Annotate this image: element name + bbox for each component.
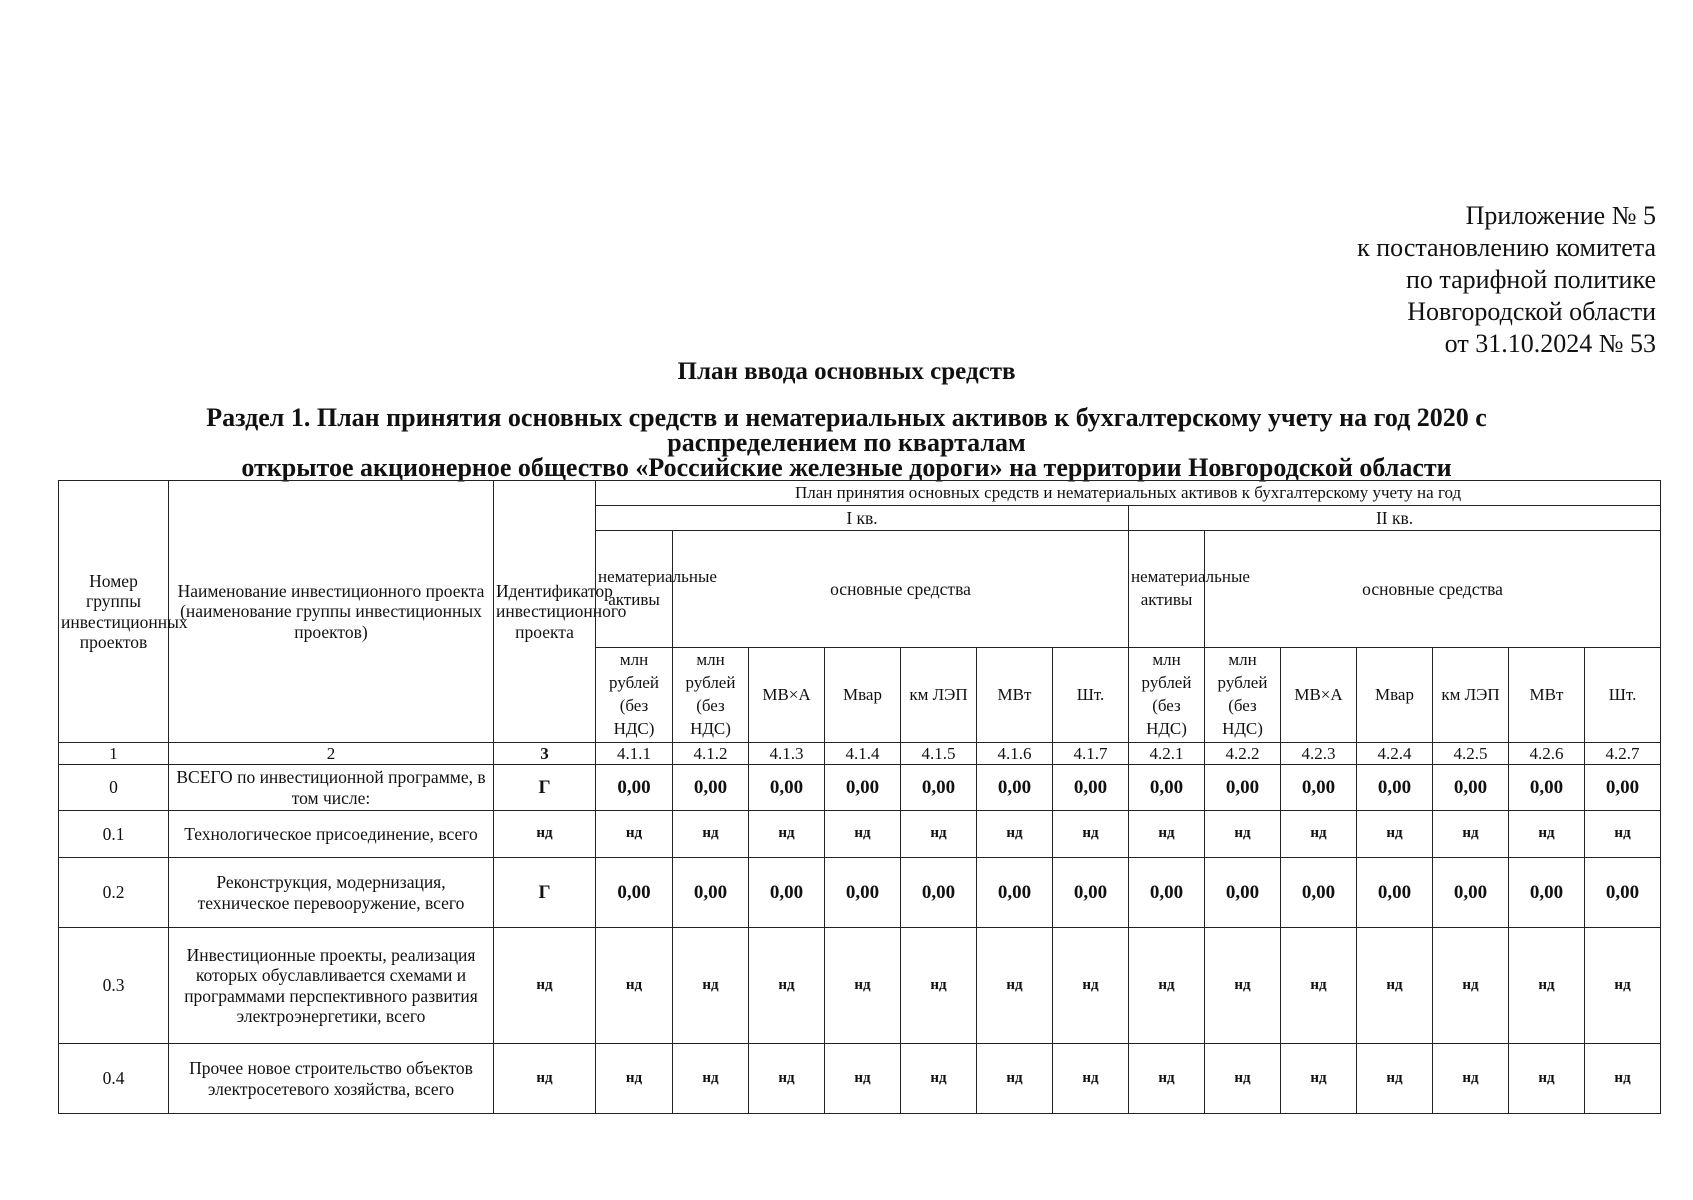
value-cell: 0,00: [901, 858, 977, 928]
column-number: 4.2.5: [1433, 743, 1509, 765]
value-cell: 0,00: [1509, 858, 1585, 928]
header-project-id: Идентификатор инвестиционного проекта: [494, 481, 596, 743]
value-cell: нд: [825, 811, 901, 858]
value-cell: нд: [1205, 928, 1281, 1044]
value-cell: нд: [1053, 811, 1129, 858]
value-cell: нд: [1509, 1044, 1585, 1114]
value-cell: 0,00: [1585, 858, 1661, 928]
value-cell: нд: [1357, 811, 1433, 858]
section-title-line: Раздел 1. План принятия основных средств и нематериальных активов к бухгалтерскому учету на год 2020 с: [206, 403, 1487, 432]
appendix-line: по тарифной политике: [1406, 265, 1656, 294]
unit-cell: млн рублей (без НДС): [596, 648, 673, 743]
project-name-cell: Технологическое присоединение, всего: [169, 811, 494, 858]
header-q1-fixed: основные средства: [673, 531, 1129, 648]
value-cell: 0,00: [977, 765, 1053, 811]
unit-cell: км ЛЭП: [1433, 648, 1509, 743]
column-number: 4.1.5: [901, 743, 977, 765]
value-cell: нд: [1585, 811, 1661, 858]
column-number: 4.1.6: [977, 743, 1053, 765]
value-cell: 0,00: [1053, 765, 1129, 811]
project-id-cell: нд: [494, 811, 596, 858]
value-cell: нд: [673, 811, 749, 858]
unit-cell: МВ×А: [1281, 648, 1357, 743]
appendix-line: Приложение № 5: [1465, 201, 1656, 230]
group-number-cell: 0: [59, 765, 169, 811]
value-cell: 0,00: [1129, 858, 1205, 928]
appendix-block: [1357, 200, 1656, 360]
project-name-cell: ВСЕГО по инвестиционной программе, в том числе:: [169, 765, 494, 811]
value-cell: нд: [1129, 811, 1205, 858]
unit-cell: Шт.: [1585, 648, 1661, 743]
value-cell: нд: [1585, 1044, 1661, 1114]
unit-cell: МВт: [977, 648, 1053, 743]
value-cell: 0,00: [825, 765, 901, 811]
header-plan: План принятия основных средств и нематериальных активов к бухгалтерскому учету на год: [596, 481, 1661, 506]
column-number: 3: [494, 743, 596, 765]
header-q1-intangible: нематериальные активы: [596, 531, 673, 648]
column-number: 4.1.7: [1053, 743, 1129, 765]
unit-cell: км ЛЭП: [901, 648, 977, 743]
value-cell: нд: [1433, 1044, 1509, 1114]
header-project-name: Наименование инвестиционного проекта (наименование группы инвестиционных проектов): [169, 481, 494, 743]
value-cell: 0,00: [1433, 858, 1509, 928]
unit-cell: Мвар: [1357, 648, 1433, 743]
project-id-cell: нд: [494, 1044, 596, 1114]
value-cell: 0,00: [596, 765, 673, 811]
value-cell: 0,00: [825, 858, 901, 928]
unit-cell: млн рублей (без НДС): [1129, 648, 1205, 743]
project-name-cell: Прочее новое строительство объектов электросетевого хозяйства, всего: [169, 1044, 494, 1114]
table-row: [59, 765, 1661, 811]
value-cell: нд: [901, 811, 977, 858]
header-quarter-1: I кв.: [596, 506, 1129, 531]
unit-cell: Мвар: [825, 648, 901, 743]
value-cell: нд: [901, 1044, 977, 1114]
value-cell: 0,00: [901, 765, 977, 811]
value-cell: нд: [1129, 928, 1205, 1044]
value-cell: нд: [1585, 928, 1661, 1044]
column-number: 4.1.3: [749, 743, 825, 765]
table-row: [59, 811, 1661, 858]
value-cell: нд: [596, 811, 673, 858]
value-cell: нд: [1509, 811, 1585, 858]
value-cell: нд: [1129, 1044, 1205, 1114]
value-cell: 0,00: [749, 765, 825, 811]
value-cell: нд: [1053, 1044, 1129, 1114]
value-cell: нд: [977, 928, 1053, 1044]
appendix-line: Новгородской области: [1407, 297, 1656, 326]
assets-plan-table: [58, 480, 1661, 1114]
header-q2-intangible: нематериальные активы: [1129, 531, 1205, 648]
column-number: 4.2.7: [1585, 743, 1661, 765]
value-cell: нд: [596, 928, 673, 1044]
value-cell: 0,00: [1357, 858, 1433, 928]
value-cell: нд: [825, 928, 901, 1044]
value-cell: нд: [749, 811, 825, 858]
column-number: 4.1.4: [825, 743, 901, 765]
header-group-number: Номер группы инвестиционных проектов: [59, 481, 169, 743]
value-cell: нд: [1205, 811, 1281, 858]
project-id-cell: Г: [494, 765, 596, 811]
value-cell: 0,00: [1357, 765, 1433, 811]
value-cell: нд: [977, 811, 1053, 858]
value-cell: 0,00: [673, 765, 749, 811]
value-cell: нд: [1357, 1044, 1433, 1114]
column-number: 1: [59, 743, 169, 765]
value-cell: нд: [1281, 811, 1357, 858]
appendix-line: к постановлению комитета: [1357, 233, 1656, 262]
value-cell: нд: [673, 1044, 749, 1114]
column-number: 4.2.1: [1129, 743, 1205, 765]
value-cell: нд: [1357, 928, 1433, 1044]
column-number: 2: [169, 743, 494, 765]
value-cell: 0,00: [977, 858, 1053, 928]
header-q2-fixed: основные средства: [1205, 531, 1661, 648]
value-cell: 0,00: [1281, 765, 1357, 811]
unit-cell: млн рублей (без НДС): [1205, 648, 1281, 743]
group-number-cell: 0.3: [59, 928, 169, 1044]
value-cell: 0,00: [596, 858, 673, 928]
table-row: [59, 858, 1661, 928]
column-number: 4.1.2: [673, 743, 749, 765]
appendix-line: от 31.10.2024 № 53: [1444, 329, 1656, 358]
value-cell: 0,00: [1433, 765, 1509, 811]
value-cell: нд: [749, 1044, 825, 1114]
value-cell: нд: [1281, 1044, 1357, 1114]
column-number: 4.1.1: [596, 743, 673, 765]
column-number: 4.2.3: [1281, 743, 1357, 765]
project-name-cell: Реконструкция, модернизация, техническое перевооружение, всего: [169, 858, 494, 928]
project-name-cell: Инвестиционные проекты, реализация которых обуславливается схемами и программами перспективного развития электроэнергетики, всего: [169, 928, 494, 1044]
section-title: [60, 405, 1633, 480]
value-cell: нд: [1433, 811, 1509, 858]
value-cell: 0,00: [1281, 858, 1357, 928]
value-cell: 0,00: [749, 858, 825, 928]
document-title: План ввода основных средств: [677, 358, 1016, 385]
value-cell: нд: [977, 1044, 1053, 1114]
value-cell: 0,00: [1053, 858, 1129, 928]
column-number: 4.2.4: [1357, 743, 1433, 765]
value-cell: 0,00: [1585, 765, 1661, 811]
value-cell: 0,00: [673, 858, 749, 928]
unit-cell: Шт.: [1053, 648, 1129, 743]
value-cell: нд: [901, 928, 977, 1044]
value-cell: 0,00: [1509, 765, 1585, 811]
section-title-line: распределением по кварталам: [667, 428, 1026, 457]
group-number-cell: 0.2: [59, 858, 169, 928]
unit-cell: МВ×А: [749, 648, 825, 743]
table-row: [59, 1044, 1661, 1114]
value-cell: нд: [825, 1044, 901, 1114]
unit-cell: МВт: [1509, 648, 1585, 743]
value-cell: нд: [596, 1044, 673, 1114]
table-row: [59, 928, 1661, 1044]
group-number-cell: 0.4: [59, 1044, 169, 1114]
project-id-cell: Г: [494, 858, 596, 928]
value-cell: нд: [673, 928, 749, 1044]
value-cell: нд: [1433, 928, 1509, 1044]
column-number: 4.2.2: [1205, 743, 1281, 765]
value-cell: 0,00: [1205, 858, 1281, 928]
value-cell: нд: [1205, 1044, 1281, 1114]
header-row-1: [59, 481, 1661, 506]
value-cell: 0,00: [1205, 765, 1281, 811]
project-id-cell: нд: [494, 928, 596, 1044]
header-quarter-2: II кв.: [1129, 506, 1661, 531]
value-cell: нд: [749, 928, 825, 1044]
value-cell: нд: [1053, 928, 1129, 1044]
unit-cell: млн рублей (без НДС): [673, 648, 749, 743]
column-number: 4.2.6: [1509, 743, 1585, 765]
section-title-line: открытое акционерное общество «Российские железные дороги» на территории Новгородской области: [241, 453, 1452, 482]
column-number-row: [59, 743, 1661, 765]
value-cell: нд: [1509, 928, 1585, 1044]
value-cell: нд: [1281, 928, 1357, 1044]
value-cell: 0,00: [1129, 765, 1205, 811]
group-number-cell: 0.1: [59, 811, 169, 858]
